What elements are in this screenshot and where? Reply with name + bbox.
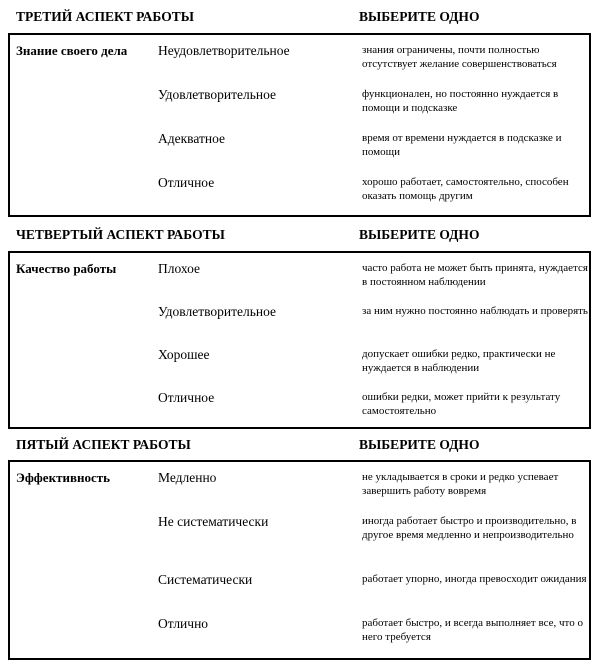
rating-description: знания ограничены, почти полностью отсутствует желание совершенствоваться (362, 44, 557, 70)
rating-label: Удовлетворительное (158, 87, 277, 102)
rating-description: не укладывается в сроки и редко успевает завершить работу вовремя (362, 471, 559, 497)
rating-description: иногда работает быстро и производительно, в другое время медленно и непроизводительно (362, 515, 577, 541)
choose-one-label: ВЫБЕРИТЕ ОДНО (359, 437, 480, 452)
rating-option[interactable] (10, 43, 589, 83)
rating-option[interactable] (10, 175, 589, 215)
rating-description: ошибки редки, может прийти к результату самостоятельно (362, 391, 561, 417)
section-title: ЧЕТВЕРТЫЙ АСПЕКТ РАБОТЫ (16, 227, 225, 242)
rating-label: Не систематически (158, 514, 269, 529)
section-header (16, 436, 591, 454)
rating-option[interactable] (10, 514, 589, 564)
section-box-fifth (8, 460, 591, 660)
rating-label: Хорошее (158, 347, 210, 362)
rating-label: Адекватное (158, 131, 226, 146)
rating-description: допускает ошибки редко, практически не нуждается в наблюдении (362, 348, 556, 374)
rating-option[interactable] (10, 87, 589, 127)
rating-label: Систематически (158, 572, 253, 587)
rating-label: Отличное (158, 390, 215, 405)
rating-label: Плохое (158, 261, 201, 276)
rating-option[interactable] (10, 131, 589, 171)
criterion-label: Эффективность (16, 470, 110, 485)
section-title: ТРЕТИЙ АСПЕКТ РАБОТЫ (16, 9, 194, 24)
rating-label: Медленно (158, 470, 217, 485)
rating-option[interactable] (10, 616, 589, 656)
rating-option[interactable] (10, 261, 589, 301)
choose-one-label: ВЫБЕРИТЕ ОДНО (359, 9, 480, 24)
rating-label: Неудовлетворительное (158, 43, 290, 58)
rating-option[interactable] (10, 390, 589, 430)
section-header (16, 226, 591, 244)
rating-description: работает упорно, иногда превосходит ожидания (362, 573, 587, 585)
rating-description: за ним нужно постоянно наблюдать и проверять (362, 305, 588, 317)
rating-label: Отличное (158, 175, 215, 190)
criterion-label: Знание своего дела (16, 43, 128, 58)
section-title: ПЯТЫЙ АСПЕКТ РАБОТЫ (16, 437, 191, 452)
criterion-label: Качество работы (16, 261, 117, 276)
section-box-third (8, 33, 591, 217)
rating-option[interactable] (10, 347, 589, 387)
section-box-fourth (8, 251, 591, 429)
rating-description: время от времени нуждается в подсказке и помощи (362, 132, 562, 158)
rating-label: Отлично (158, 616, 209, 631)
rating-description: работает быстро, и всегда выполняет все, что о него требуется (362, 617, 583, 643)
rating-option[interactable] (10, 470, 589, 510)
rating-description: хорошо работает, самостоятельно, способен оказать помощь другим (362, 176, 569, 202)
rating-description: функционален, но постоянно нуждается в помощи и подсказке (362, 88, 559, 114)
choose-one-label: ВЫБЕРИТЕ ОДНО (359, 227, 480, 242)
rating-option[interactable] (10, 572, 589, 612)
section-header (16, 8, 591, 26)
rating-description: часто работа не может быть принята, нуждается в постоянном наблюдении (362, 262, 588, 288)
rating-option[interactable] (10, 304, 589, 344)
rating-label: Удовлетворительное (158, 304, 277, 319)
